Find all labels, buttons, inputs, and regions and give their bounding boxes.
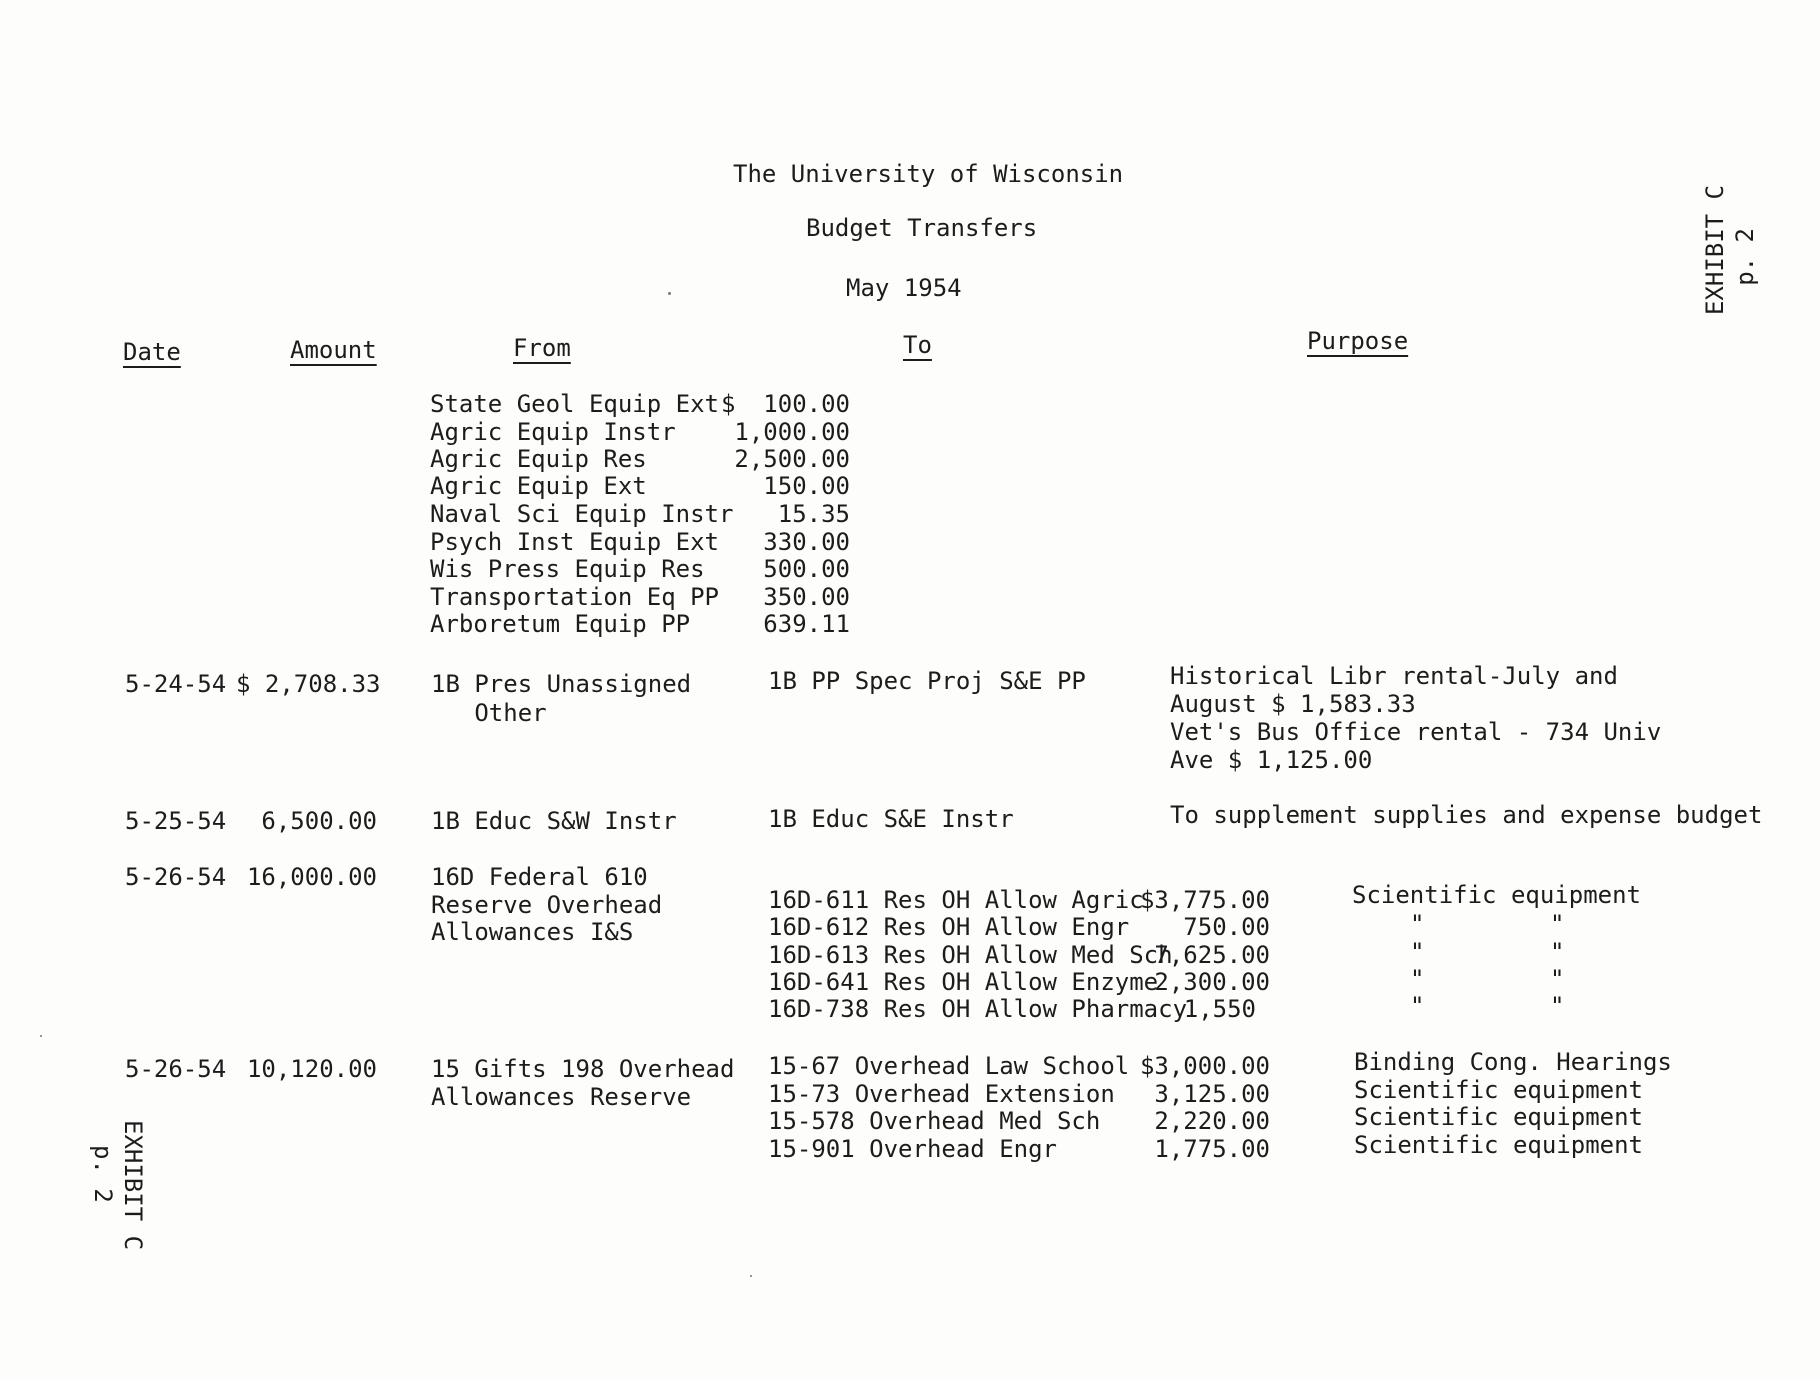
equipment-source-name: Arboretum Equip PP [430,610,691,638]
transfer-from: Allowances Reserve [431,1083,692,1111]
transfer-amount: 10,120.00 [246,1055,377,1083]
transfer-purpose: Scientific equipment [1354,1076,1643,1104]
transfer-from: 1B Pres Unassigned [431,670,692,698]
equipment-source-name: State Geol Equip Ext [430,390,719,418]
column-header-purpose: Purpose [1307,327,1409,355]
transfer-to-item: 15-901 Overhead Engr [768,1135,1057,1163]
transfer-amount: 16,000.00 [246,863,377,891]
transfer-purpose: Scientific equipment [1352,881,1641,909]
ditto-mark: " [1550,938,1565,966]
transfer-from: Other [431,699,547,727]
transfer-purpose: Ave $ 1,125.00 [1170,746,1373,774]
equipment-source-name: Agric Equip Res [430,445,647,473]
transfer-from: Reserve Overhead [431,891,663,919]
ditto-mark: " [1410,938,1425,966]
transfer-to-amount: $3,775.00 [1139,886,1270,914]
equipment-source-name: Psych Inst Equip Ext [430,528,719,556]
transfer-purpose: Binding Cong. Hearings [1354,1048,1672,1076]
ditto-mark: " [1550,965,1565,993]
equipment-source-amount: 2,500.00 [734,445,850,473]
transfer-to-item: 16D-641 Res OH Allow Enzyme [768,968,1159,996]
transfer-from: 16D Federal 610 [431,863,648,891]
ditto-mark: " [1410,910,1425,938]
equipment-source-amount: 350.00 [763,583,850,611]
transfer-to-item: 16D-612 Res OH Allow Engr [768,913,1130,941]
transfer-to-item: 16D-613 Res OH Allow Med Sch [768,941,1173,969]
exhibit-page-top: p. 2 [1731,228,1759,286]
transfer-to-item: 16D-738 Res OH Allow Pharmacy [768,995,1188,1023]
transfer-from: 1B Educ S&W Instr [431,807,677,835]
column-header-from: From [513,334,571,362]
transfer-purpose: Scientific equipment [1354,1103,1643,1131]
column-header-amount: Amount [290,336,377,364]
transfer-to-amount: 7,625.00 [1154,941,1270,969]
ditto-mark: " [1410,965,1425,993]
transfer-purpose: Vet's Bus Office rental - 734 Univ [1170,718,1662,746]
equipment-source-name: Naval Sci Equip Instr [430,500,734,528]
transfer-to: 1B Educ S&E Instr [768,805,1014,833]
transfer-to-amount: 750.00 [1183,913,1270,941]
transfer-date: 5-26-54 [125,1055,227,1083]
transfer-to-amount: 2,220.00 [1154,1107,1270,1135]
exhibit-label-top: EXHIBIT C [1701,185,1729,316]
transfer-to: 1B PP Spec Proj S&E PP [768,667,1086,695]
equipment-source-amount: 1,000.00 [734,418,850,446]
equipment-source-amount: 500.00 [763,555,850,583]
document-period: May 1954 [846,274,962,302]
transfer-purpose: To supplement supplies and expense budget [1170,801,1763,829]
transfer-purpose: Scientific equipment [1354,1131,1643,1159]
transfer-from: 15 Gifts 198 Overhead [431,1055,735,1083]
transfer-from: Allowances I&S [431,918,634,946]
exhibit-label-bottom: EXHIBIT C [119,1120,147,1251]
equipment-source-amount: 150.00 [763,472,850,500]
equipment-source-amount: 639.11 [763,610,850,638]
equipment-source-amount: 15.35 [777,500,850,528]
column-header-date: Date [123,338,181,366]
institution-name: The University of Wisconsin [733,160,1124,188]
transfer-to-amount: 3,125.00 [1154,1080,1270,1108]
paper-speck [750,1275,752,1277]
transfer-to-item: 15-67 Overhead Law School [768,1052,1130,1080]
transfer-to-item: 15-578 Overhead Med Sch [768,1107,1101,1135]
transfer-to-amount: 1,775.00 [1154,1135,1270,1163]
equipment-source-name: Agric Equip Ext [430,472,647,500]
transfer-amount: 6,500.00 [261,807,377,835]
paper-speck [668,292,671,295]
equipment-source-currency: $ [721,390,736,418]
transfer-to-amount: $3,000.00 [1139,1052,1270,1080]
equipment-source-name: Agric Equip Instr [430,418,676,446]
paper-speck [40,1035,42,1037]
ditto-mark: " [1550,992,1565,1020]
equipment-source-amount: 100.00 [763,390,850,418]
equipment-source-name: Transportation Eq PP [430,583,719,611]
equipment-source-amount: 330.00 [763,528,850,556]
transfer-purpose: Historical Libr rental-July and [1170,662,1618,690]
transfer-to-amount: 2,300.00 [1154,968,1270,996]
transfer-to-item: 15-73 Overhead Extension [768,1080,1115,1108]
transfer-purpose: August $ 1,583.33 [1170,690,1416,718]
transfer-to-amount: 1,550 [1183,995,1256,1023]
transfer-amount: $ 2,708.33 [236,670,381,698]
column-header-to: To [903,331,932,359]
exhibit-page-bottom: p. 2 [89,1145,117,1203]
document-title: Budget Transfers [806,214,1038,242]
equipment-source-name: Wis Press Equip Res [430,555,705,583]
transfer-date: 5-26-54 [125,863,227,891]
transfer-date: 5-25-54 [125,807,227,835]
ditto-mark: " [1550,910,1565,938]
transfer-date: 5-24-54 [125,670,227,698]
ditto-mark: " [1410,992,1425,1020]
transfer-to-item: 16D-611 Res OH Allow Agric [768,886,1144,914]
